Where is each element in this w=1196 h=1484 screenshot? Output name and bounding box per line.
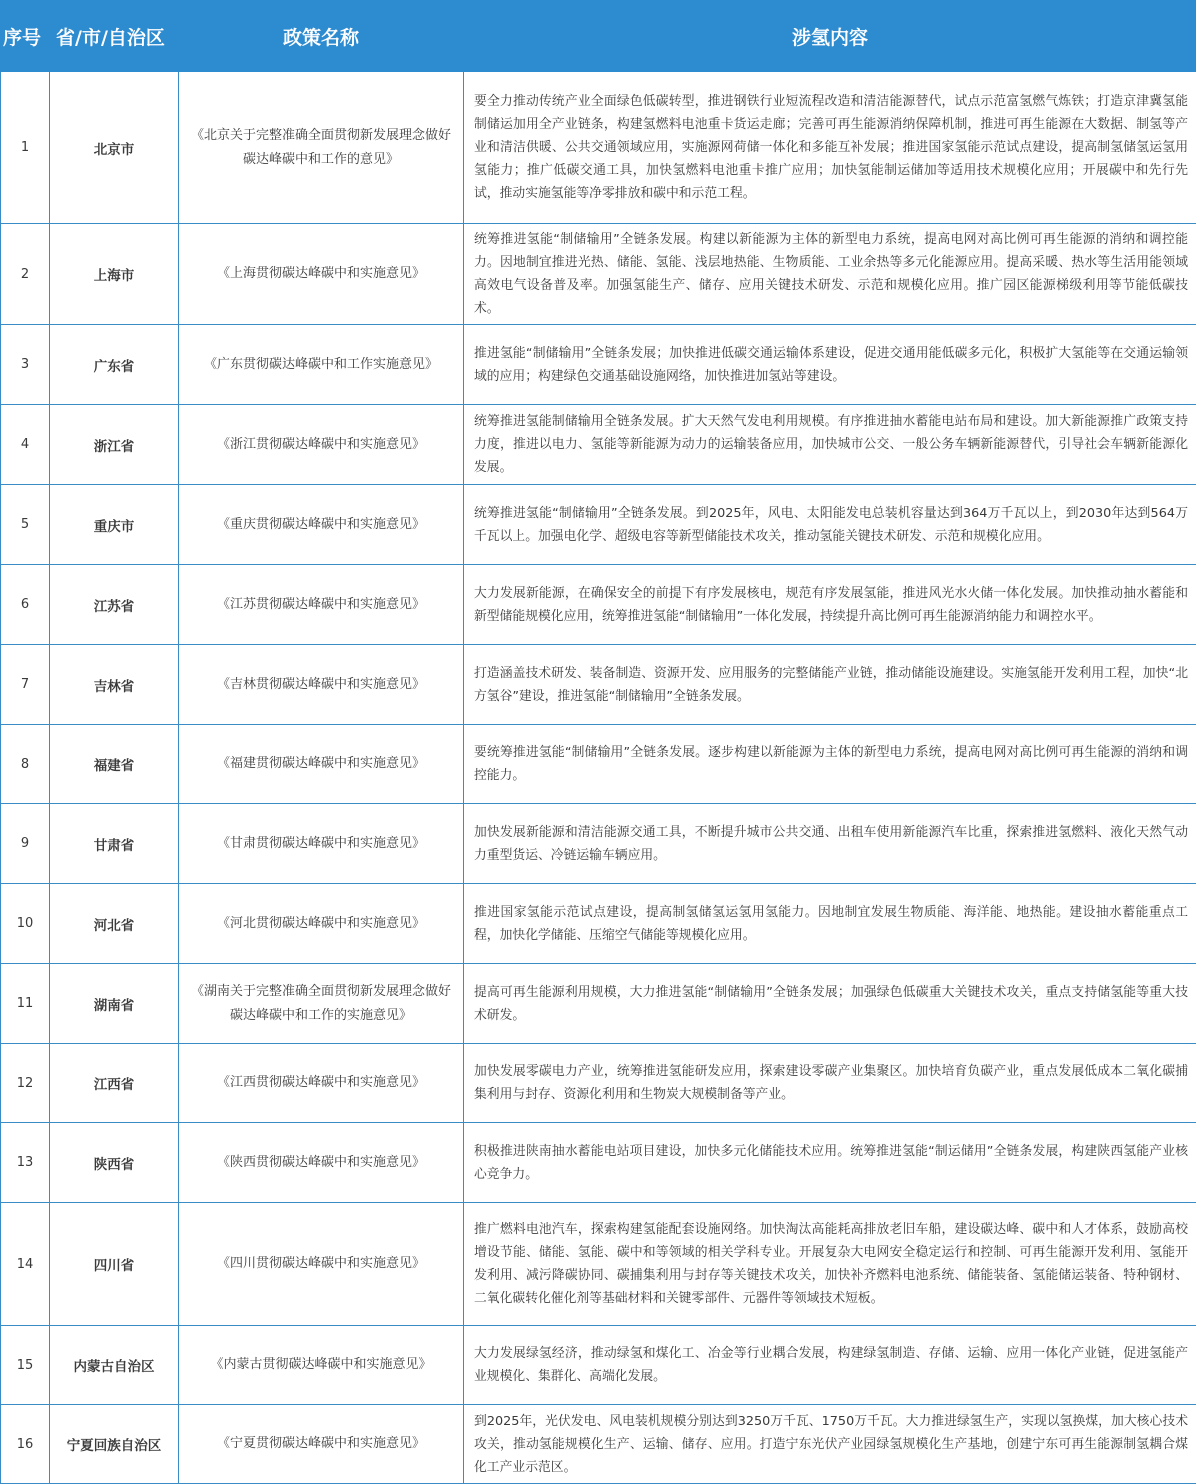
cell-no: 8 <box>1 725 50 804</box>
table-row <box>1 72 1196 224</box>
cell-province: 福建省 <box>50 725 179 804</box>
table-row <box>1 964 1196 1044</box>
cell-no: 2 <box>1 224 50 325</box>
cell-no: 1 <box>1 72 50 224</box>
table-row <box>1 1123 1196 1203</box>
cell-policy: 《宁夏贯彻碳达峰碳中和实施意见》 <box>179 1405 464 1484</box>
cell-no: 7 <box>1 645 50 725</box>
header-no: 序号 <box>1 1 50 72</box>
table-row <box>1 1203 1196 1326</box>
cell-no: 3 <box>1 325 50 405</box>
cell-policy: 《湖南关于完整准确全面贯彻新发展理念做好碳达峰碳中和工作的实施意见》 <box>179 964 464 1044</box>
cell-no: 14 <box>1 1203 50 1326</box>
cell-policy: 《江苏贯彻碳达峰碳中和实施意见》 <box>179 565 464 645</box>
table-row <box>1 725 1196 804</box>
cell-no: 15 <box>1 1326 50 1405</box>
cell-policy: 《福建贯彻碳达峰碳中和实施意见》 <box>179 725 464 804</box>
cell-no: 4 <box>1 405 50 485</box>
cell-content: 统筹推进氢能“制储输用”全链条发展。到2025年，风电、太阳能发电总装机容量达到364万千瓦以上，到2030年达到564万千瓦以上。加强电化学、超级电容等新型储能技术攻关，推动氢能关键技术研发、示范和规模化应用。 <box>464 485 1196 565</box>
cell-content: 加快发展零碳电力产业，统筹推进氢能研发应用，探索建设零碳产业集聚区。加快培育负碳产业，重点发展低成本二氧化碳捕集利用与封存、资源化利用和生物炭大规模制备等产业。 <box>464 1044 1196 1123</box>
cell-no: 12 <box>1 1044 50 1123</box>
cell-content: 大力发展新能源，在确保安全的前提下有序发展核电，规范有序发展氢能，推进风光水火储一体化发展。加快推动抽水蓄能和新型储能规模化应用，统筹推进氢能“制储输用”一体化发展，持续提升高比例可再生能源消纳能力和调控水平。 <box>464 565 1196 645</box>
cell-province: 宁夏回族自治区 <box>50 1405 179 1484</box>
cell-content: 到2025年，光伏发电、风电装机规模分别达到3250万千瓦、1750万千瓦。大力推进绿氢生产，实现以氢换煤，加大核心技术攻关，推动氢能规模化生产、运输、储存、应用。打造宁东光伏产业园绿氢规模化生产基地，创建宁东可再生能源制氢耦合煤化工产业示范区。 <box>464 1405 1196 1484</box>
cell-no: 6 <box>1 565 50 645</box>
table-row <box>1 1326 1196 1405</box>
cell-policy: 《河北贯彻碳达峰碳中和实施意见》 <box>179 884 464 964</box>
cell-province: 浙江省 <box>50 405 179 485</box>
cell-province: 甘肃省 <box>50 804 179 884</box>
cell-province: 北京市 <box>50 72 179 224</box>
header-policy: 政策名称 <box>179 1 464 72</box>
cell-content: 大力发展绿氢经济，推动绿氢和煤化工、冶金等行业耦合发展，构建绿氢制造、存储、运输、应用一体化产业链，促进氢能产业规模化、集群化、高端化发展。 <box>464 1326 1196 1405</box>
cell-content: 统筹推进氢能制储输用全链条发展。扩大天然气发电利用规模。有序推进抽水蓄能电站布局和建设。加大新能源推广政策支持力度，推进以电力、氢能等新能源为动力的运输装备应用，加快城市公交、一般公务车辆新能源替代，引导社会车辆新能源化发展。 <box>464 405 1196 485</box>
cell-province: 内蒙古自治区 <box>50 1326 179 1405</box>
cell-no: 16 <box>1 1405 50 1484</box>
table-row <box>1 565 1196 645</box>
header-row <box>1 1 1196 72</box>
cell-no: 9 <box>1 804 50 884</box>
table-row <box>1 804 1196 884</box>
cell-policy: 《吉林贯彻碳达峰碳中和实施意见》 <box>179 645 464 725</box>
cell-no: 13 <box>1 1123 50 1203</box>
table-row <box>1 884 1196 964</box>
cell-province: 陕西省 <box>50 1123 179 1203</box>
cell-content: 提高可再生能源利用规模，大力推进氢能“制储输用”全链条发展；加强绿色低碳重大关键技术攻关，重点支持储氢能等重大技术研发。 <box>464 964 1196 1044</box>
cell-province: 上海市 <box>50 224 179 325</box>
cell-no: 5 <box>1 485 50 565</box>
cell-policy: 《江西贯彻碳达峰碳中和实施意见》 <box>179 1044 464 1123</box>
cell-content: 统筹推进氢能“制储输用”全链条发展。构建以新能源为主体的新型电力系统，提高电网对高比例可再生能源的消纳和调控能力。因地制宜推进光热、储能、氢能、浅层地热能、生物质能、工业余热等多元化能源应用。提高采暖、热水等生活用能领域高效电气设备普及率。加强氢能生产、储存、应用关键技术研发、示范和规模化应用。推广园区能源梯级利用等节能低碳技术。 <box>464 224 1196 325</box>
cell-province: 四川省 <box>50 1203 179 1326</box>
cell-policy: 《浙江贯彻碳达峰碳中和实施意见》 <box>179 405 464 485</box>
cell-content: 推进氢能“制储输用”全链条发展；加快推进低碳交通运输体系建设，促进交通用能低碳多元化，积极扩大氢能等在交通运输领域的应用；构建绿色交通基础设施网络，加快推进加氢站等建设。 <box>464 325 1196 405</box>
cell-province: 河北省 <box>50 884 179 964</box>
cell-province: 江苏省 <box>50 565 179 645</box>
cell-province: 湖南省 <box>50 964 179 1044</box>
cell-policy: 《北京关于完整准确全面贯彻新发展理念做好碳达峰碳中和工作的意见》 <box>179 72 464 224</box>
cell-content: 要统筹推进氢能“制储输用”全链条发展。逐步构建以新能源为主体的新型电力系统，提高电网对高比例可再生能源的消纳和调控能力。 <box>464 725 1196 804</box>
cell-province: 江西省 <box>50 1044 179 1123</box>
table-row <box>1 224 1196 325</box>
cell-no: 10 <box>1 884 50 964</box>
cell-province: 重庆市 <box>50 485 179 565</box>
cell-policy: 《陕西贯彻碳达峰碳中和实施意见》 <box>179 1123 464 1203</box>
cell-policy: 《四川贯彻碳达峰碳中和实施意见》 <box>179 1203 464 1326</box>
table-row <box>1 325 1196 405</box>
table-row <box>1 1044 1196 1123</box>
cell-no: 11 <box>1 964 50 1044</box>
table-row <box>1 485 1196 565</box>
cell-content: 推进国家氢能示范试点建设，提高制氢储氢运氢用氢能力。因地制宜发展生物质能、海洋能、地热能。建设抽水蓄能重点工程，加快化学储能、压缩空气储能等规模化应用。 <box>464 884 1196 964</box>
cell-policy: 《内蒙古贯彻碳达峰碳中和实施意见》 <box>179 1326 464 1405</box>
cell-policy: 《广东贯彻碳达峰碳中和工作实施意见》 <box>179 325 464 405</box>
cell-policy: 《上海贯彻碳达峰碳中和实施意见》 <box>179 224 464 325</box>
cell-province: 广东省 <box>50 325 179 405</box>
cell-content: 加快发展新能源和清洁能源交通工具，不断提升城市公共交通、出租车使用新能源汽车比重，探索推进氢燃料、液化天然气动力重型货运、冷链运输车辆应用。 <box>464 804 1196 884</box>
table-row <box>1 405 1196 485</box>
cell-policy: 《重庆贯彻碳达峰碳中和实施意见》 <box>179 485 464 565</box>
table-row <box>1 1405 1196 1484</box>
cell-policy: 《甘肃贯彻碳达峰碳中和实施意见》 <box>179 804 464 884</box>
cell-content: 打造涵盖技术研发、装备制造、资源开发、应用服务的完整储能产业链，推动储能设施建设。实施氢能开发利用工程，加快“北方氢谷”建设，推进氢能“制储输用”全链条发展。 <box>464 645 1196 725</box>
cell-content: 推广燃料电池汽车，探索构建氢能配套设施网络。加快淘汰高能耗高排放老旧车船，建设碳达峰、碳中和人才体系，鼓励高校增设节能、储能、氢能、碳中和等领域的相关学科专业。开展复杂大电网安全稳定运行和控制、可再生能源开发利用、氢能开发利用、减污降碳协同、碳捕集利用与封存等关键技术攻关，加快补齐燃料电池系统、储能装备、氢能储运装备、特种钢材、二氧化碳转化催化剂等基础材料和关键零部件、元器件等领域技术短板。 <box>464 1203 1196 1326</box>
cell-content: 要全力推动传统产业全面绿色低碳转型，推进钢铁行业短流程改造和清洁能源替代，试点示范富氢燃气炼铁；打造京津冀氢能制储运加用全产业链条，构建氢燃料电池重卡货运走廊；完善可再生能源消纳保障机制，推进可再生能源在大数据、制氢等产业和清洁供暖、公共交通领域应用，实施源网荷储一体化和多能互补发展；推进国家氢能示范试点建设，提高制氢储氢运氢用氢能力；推广低碳交通工具，加快氢燃料电池重卡推广应用；加快氢能制运储加等适用技术规模化应用；开展碳中和先行先试，推动实施氢能等净零排放和碳中和示范工程。 <box>464 72 1196 224</box>
cell-content: 积极推进陕南抽水蓄能电站项目建设，加快多元化储能技术应用。统筹推进氢能“制运储用”全链条发展，构建陕西氢能产业核心竞争力。 <box>464 1123 1196 1203</box>
table-body <box>1 72 1196 1484</box>
header-province: 省/市/自治区 <box>50 1 179 72</box>
header-content: 涉氢内容 <box>464 1 1196 72</box>
table-row <box>1 645 1196 725</box>
cell-province: 吉林省 <box>50 645 179 725</box>
